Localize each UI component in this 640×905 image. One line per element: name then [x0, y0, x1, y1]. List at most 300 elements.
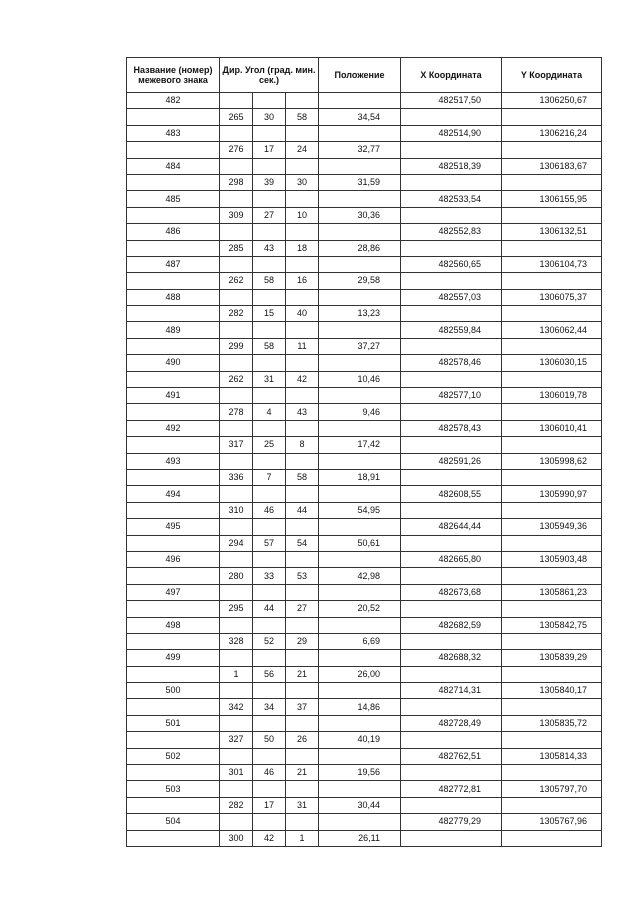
x-coordinate-cell [401, 797, 502, 813]
y-coordinate-cell: 1306010,41 [502, 420, 602, 436]
angle-degrees-cell [220, 289, 253, 305]
distance-cell [319, 584, 401, 600]
mark-row [127, 256, 602, 272]
mark-name-cell [127, 306, 220, 322]
angle-seconds-cell: 42 [286, 371, 319, 387]
angle-seconds-cell [286, 814, 319, 830]
y-coordinate-cell [502, 699, 602, 715]
angle-seconds-cell: 21 [286, 666, 319, 682]
distance-cell [319, 322, 401, 338]
angle-minutes-cell [253, 191, 286, 207]
mark-row [127, 420, 602, 436]
segment-row [127, 404, 602, 420]
y-coordinate-cell: 1306030,15 [502, 355, 602, 371]
segment-row [127, 535, 602, 551]
x-coordinate-cell [401, 437, 502, 453]
x-coordinate-cell: 482533,54 [401, 191, 502, 207]
y-coordinate-cell [502, 633, 602, 649]
segment-row [127, 109, 602, 125]
y-coordinate-cell: 1306250,67 [502, 93, 602, 109]
x-coordinate-cell [401, 109, 502, 125]
y-coordinate-cell: 1306062,44 [502, 322, 602, 338]
distance-cell: 30,36 [319, 207, 401, 223]
angle-degrees-cell: 294 [220, 535, 253, 551]
angle-degrees-cell [220, 584, 253, 600]
y-coordinate-cell: 1305835,72 [502, 715, 602, 731]
angle-degrees-cell: 262 [220, 371, 253, 387]
segment-row [127, 502, 602, 518]
mark-name-cell [127, 240, 220, 256]
angle-seconds-cell [286, 584, 319, 600]
x-coordinate-cell [401, 535, 502, 551]
distance-cell [319, 420, 401, 436]
angle-degrees-cell [220, 93, 253, 109]
mark-row [127, 551, 602, 567]
angle-seconds-cell: 11 [286, 338, 319, 354]
angle-degrees-cell [220, 617, 253, 633]
angle-seconds-cell [286, 256, 319, 272]
y-coordinate-cell: 1305814,33 [502, 748, 602, 764]
x-coordinate-cell: 482518,39 [401, 158, 502, 174]
angle-seconds-cell [286, 93, 319, 109]
angle-minutes-cell: 15 [253, 306, 286, 322]
angle-seconds-cell [286, 748, 319, 764]
distance-cell [319, 256, 401, 272]
distance-cell [319, 814, 401, 830]
angle-degrees-cell: 300 [220, 830, 253, 846]
angle-minutes-cell [253, 420, 286, 436]
mark-name-cell: 492 [127, 420, 220, 436]
segment-row [127, 666, 602, 682]
y-coordinate-cell [502, 338, 602, 354]
y-coordinate-cell: 1306132,51 [502, 224, 602, 240]
mark-name-cell: 493 [127, 453, 220, 469]
y-coordinate-cell [502, 437, 602, 453]
distance-cell: 30,44 [319, 797, 401, 813]
angle-degrees-cell: 310 [220, 502, 253, 518]
mark-name-cell [127, 601, 220, 617]
angle-minutes-cell [253, 519, 286, 535]
mark-name-cell [127, 830, 220, 846]
distance-cell: 14,86 [319, 699, 401, 715]
x-coordinate-cell: 482714,31 [401, 683, 502, 699]
x-coordinate-cell: 482644,44 [401, 519, 502, 535]
angle-degrees-cell: 282 [220, 797, 253, 813]
angle-degrees-cell [220, 453, 253, 469]
y-coordinate-cell: 1306155,95 [502, 191, 602, 207]
distance-cell [319, 683, 401, 699]
segment-row [127, 207, 602, 223]
angle-minutes-cell [253, 617, 286, 633]
segment-row [127, 174, 602, 190]
segment-row [127, 568, 602, 584]
angle-minutes-cell: 30 [253, 109, 286, 125]
angle-degrees-cell: 285 [220, 240, 253, 256]
angle-minutes-cell [253, 125, 286, 141]
angle-seconds-cell [286, 617, 319, 633]
angle-degrees-cell [220, 125, 253, 141]
x-coordinate-cell: 482682,59 [401, 617, 502, 633]
x-coordinate-cell [401, 338, 502, 354]
distance-cell: 26,00 [319, 666, 401, 682]
angle-minutes-cell [253, 388, 286, 404]
x-coordinate-cell [401, 404, 502, 420]
x-coordinate-cell [401, 469, 502, 485]
distance-cell: 19,56 [319, 765, 401, 781]
distance-cell: 10,46 [319, 371, 401, 387]
x-coordinate-cell [401, 666, 502, 682]
angle-seconds-cell [286, 519, 319, 535]
mark-name-cell: 487 [127, 256, 220, 272]
x-coordinate-cell [401, 732, 502, 748]
mark-row [127, 715, 602, 731]
angle-degrees-cell [220, 814, 253, 830]
segment-row [127, 633, 602, 649]
mark-name-cell: 494 [127, 486, 220, 502]
y-coordinate-cell: 1305990,97 [502, 486, 602, 502]
angle-seconds-cell [286, 191, 319, 207]
y-coordinate-cell [502, 273, 602, 289]
distance-cell: 34,54 [319, 109, 401, 125]
x-coordinate-cell: 482608,55 [401, 486, 502, 502]
segment-row [127, 830, 602, 846]
mark-row [127, 519, 602, 535]
y-coordinate-cell [502, 601, 602, 617]
angle-minutes-cell [253, 715, 286, 731]
mark-row [127, 355, 602, 371]
angle-seconds-cell: 54 [286, 535, 319, 551]
mark-row [127, 814, 602, 830]
y-coordinate-cell [502, 240, 602, 256]
segment-row [127, 306, 602, 322]
mark-name-cell [127, 765, 220, 781]
angle-minutes-cell [253, 584, 286, 600]
segment-row [127, 469, 602, 485]
angle-seconds-cell: 18 [286, 240, 319, 256]
x-coordinate-cell: 482665,80 [401, 551, 502, 567]
distance-cell [319, 715, 401, 731]
angle-degrees-cell: 301 [220, 765, 253, 781]
x-coordinate-cell [401, 306, 502, 322]
distance-cell: 37,27 [319, 338, 401, 354]
angle-degrees-cell: 336 [220, 469, 253, 485]
angle-minutes-cell: 25 [253, 437, 286, 453]
y-coordinate-cell [502, 371, 602, 387]
angle-degrees-cell [220, 715, 253, 731]
x-coordinate-cell [401, 699, 502, 715]
angle-degrees-cell [220, 158, 253, 174]
y-coordinate-cell: 1305797,70 [502, 781, 602, 797]
angle-minutes-cell [253, 683, 286, 699]
y-coordinate-cell [502, 666, 602, 682]
segment-row [127, 142, 602, 158]
x-coordinate-cell [401, 142, 502, 158]
angle-seconds-cell [286, 322, 319, 338]
angle-minutes-cell [253, 256, 286, 272]
mark-row [127, 125, 602, 141]
segment-row [127, 699, 602, 715]
header-x-coordinate: X Координата [401, 58, 502, 93]
angle-minutes-cell: 46 [253, 765, 286, 781]
distance-cell [319, 388, 401, 404]
mark-name-cell [127, 502, 220, 518]
x-coordinate-cell [401, 601, 502, 617]
mark-name-cell [127, 732, 220, 748]
angle-degrees-cell: 280 [220, 568, 253, 584]
angle-minutes-cell [253, 224, 286, 240]
angle-seconds-cell [286, 683, 319, 699]
angle-minutes-cell: 52 [253, 633, 286, 649]
x-coordinate-cell: 482514,90 [401, 125, 502, 141]
angle-minutes-cell [253, 748, 286, 764]
y-coordinate-cell [502, 469, 602, 485]
mark-row [127, 191, 602, 207]
distance-cell [319, 453, 401, 469]
distance-cell: 20,52 [319, 601, 401, 617]
angle-seconds-cell [286, 158, 319, 174]
mark-name-cell [127, 207, 220, 223]
distance-cell [319, 93, 401, 109]
x-coordinate-cell: 482577,10 [401, 388, 502, 404]
angle-degrees-cell: 278 [220, 404, 253, 420]
mark-name-cell: 482 [127, 93, 220, 109]
x-coordinate-cell [401, 633, 502, 649]
distance-cell: 31,59 [319, 174, 401, 190]
y-coordinate-cell: 1305842,75 [502, 617, 602, 633]
mark-row [127, 93, 602, 109]
mark-row [127, 748, 602, 764]
mark-name-cell [127, 469, 220, 485]
angle-degrees-cell: 276 [220, 142, 253, 158]
angle-seconds-cell [286, 388, 319, 404]
segment-row [127, 797, 602, 813]
angle-degrees-cell [220, 420, 253, 436]
header-mark-name: Название (номер) межевого знака [127, 58, 220, 93]
angle-minutes-cell: 58 [253, 338, 286, 354]
angle-seconds-cell: 44 [286, 502, 319, 518]
distance-cell: 54,95 [319, 502, 401, 518]
mark-name-cell [127, 371, 220, 387]
angle-degrees-cell: 317 [220, 437, 253, 453]
distance-cell [319, 191, 401, 207]
angle-seconds-cell [286, 650, 319, 666]
angle-minutes-cell [253, 355, 286, 371]
x-coordinate-cell: 482762,51 [401, 748, 502, 764]
angle-seconds-cell: 8 [286, 437, 319, 453]
mark-name-cell [127, 699, 220, 715]
mark-name-cell [127, 404, 220, 420]
mark-name-cell: 499 [127, 650, 220, 666]
x-coordinate-cell: 482772,81 [401, 781, 502, 797]
y-coordinate-cell [502, 830, 602, 846]
angle-degrees-cell: 1 [220, 666, 253, 682]
angle-minutes-cell: 50 [253, 732, 286, 748]
angle-minutes-cell [253, 551, 286, 567]
mark-name-cell [127, 568, 220, 584]
y-coordinate-cell [502, 207, 602, 223]
segment-row [127, 371, 602, 387]
distance-cell [319, 519, 401, 535]
angle-minutes-cell [253, 781, 286, 797]
angle-seconds-cell: 37 [286, 699, 319, 715]
angle-minutes-cell: 58 [253, 273, 286, 289]
header-direction-angle: Дир. Угол (град. мин. сек.) [220, 58, 319, 93]
angle-minutes-cell: 57 [253, 535, 286, 551]
distance-cell: 18,91 [319, 469, 401, 485]
angle-degrees-cell [220, 191, 253, 207]
mark-name-cell: 491 [127, 388, 220, 404]
distance-cell: 13,23 [319, 306, 401, 322]
distance-cell [319, 125, 401, 141]
angle-degrees-cell: 262 [220, 273, 253, 289]
angle-minutes-cell: 27 [253, 207, 286, 223]
x-coordinate-cell: 482578,46 [401, 355, 502, 371]
angle-seconds-cell: 29 [286, 633, 319, 649]
angle-minutes-cell: 33 [253, 568, 286, 584]
angle-degrees-cell [220, 355, 253, 371]
y-coordinate-cell: 1306075,37 [502, 289, 602, 305]
angle-degrees-cell [220, 683, 253, 699]
distance-cell [319, 355, 401, 371]
angle-seconds-cell: 21 [286, 765, 319, 781]
angle-minutes-cell [253, 322, 286, 338]
mark-name-cell: 484 [127, 158, 220, 174]
header-distance: Положение [319, 58, 401, 93]
angle-degrees-cell [220, 486, 253, 502]
angle-minutes-cell [253, 650, 286, 666]
x-coordinate-cell: 482673,68 [401, 584, 502, 600]
y-coordinate-cell [502, 109, 602, 125]
mark-name-cell: 488 [127, 289, 220, 305]
distance-cell [319, 486, 401, 502]
mark-name-cell [127, 437, 220, 453]
y-coordinate-cell: 1306183,67 [502, 158, 602, 174]
x-coordinate-cell: 482728,49 [401, 715, 502, 731]
distance-cell [319, 224, 401, 240]
y-coordinate-cell [502, 797, 602, 813]
angle-degrees-cell [220, 650, 253, 666]
angle-seconds-cell: 24 [286, 142, 319, 158]
mark-name-cell: 496 [127, 551, 220, 567]
angle-seconds-cell: 1 [286, 830, 319, 846]
angle-degrees-cell: 309 [220, 207, 253, 223]
angle-degrees-cell: 295 [220, 601, 253, 617]
angle-seconds-cell [286, 486, 319, 502]
angle-degrees-cell: 299 [220, 338, 253, 354]
table-body [127, 93, 602, 847]
distance-cell: 50,61 [319, 535, 401, 551]
x-coordinate-cell: 482557,03 [401, 289, 502, 305]
distance-cell: 9,46 [319, 404, 401, 420]
angle-seconds-cell: 53 [286, 568, 319, 584]
angle-seconds-cell [286, 715, 319, 731]
angle-minutes-cell: 34 [253, 699, 286, 715]
distance-cell: 32,77 [319, 142, 401, 158]
angle-degrees-cell [220, 322, 253, 338]
angle-seconds-cell: 31 [286, 797, 319, 813]
angle-degrees-cell: 265 [220, 109, 253, 125]
table-header-row [127, 58, 602, 93]
mark-row [127, 781, 602, 797]
distance-cell: 6,69 [319, 633, 401, 649]
mark-name-cell [127, 535, 220, 551]
y-coordinate-cell [502, 142, 602, 158]
y-coordinate-cell: 1306104,73 [502, 256, 602, 272]
y-coordinate-cell: 1305839,29 [502, 650, 602, 666]
angle-seconds-cell [286, 289, 319, 305]
x-coordinate-cell [401, 765, 502, 781]
y-coordinate-cell: 1305767,96 [502, 814, 602, 830]
mark-name-cell: 504 [127, 814, 220, 830]
angle-seconds-cell [286, 355, 319, 371]
angle-minutes-cell [253, 289, 286, 305]
y-coordinate-cell: 1305840,17 [502, 683, 602, 699]
distance-cell [319, 617, 401, 633]
mark-name-cell [127, 797, 220, 813]
angle-seconds-cell: 26 [286, 732, 319, 748]
angle-degrees-cell [220, 224, 253, 240]
y-coordinate-cell [502, 732, 602, 748]
mark-name-cell: 497 [127, 584, 220, 600]
angle-seconds-cell: 30 [286, 174, 319, 190]
angle-minutes-cell: 43 [253, 240, 286, 256]
angle-minutes-cell: 56 [253, 666, 286, 682]
angle-minutes-cell: 17 [253, 142, 286, 158]
mark-name-cell: 500 [127, 683, 220, 699]
segment-row [127, 601, 602, 617]
angle-minutes-cell: 31 [253, 371, 286, 387]
mark-row [127, 322, 602, 338]
angle-degrees-cell [220, 781, 253, 797]
angle-seconds-cell [286, 453, 319, 469]
angle-minutes-cell: 46 [253, 502, 286, 518]
angle-degrees-cell [220, 388, 253, 404]
distance-cell: 28,86 [319, 240, 401, 256]
segment-row [127, 732, 602, 748]
distance-cell: 26,11 [319, 830, 401, 846]
angle-degrees-cell: 328 [220, 633, 253, 649]
x-coordinate-cell: 482688,32 [401, 650, 502, 666]
x-coordinate-cell: 482578,43 [401, 420, 502, 436]
angle-degrees-cell [220, 748, 253, 764]
angle-minutes-cell [253, 453, 286, 469]
mark-row [127, 650, 602, 666]
angle-minutes-cell: 4 [253, 404, 286, 420]
distance-cell [319, 551, 401, 567]
distance-cell [319, 650, 401, 666]
x-coordinate-cell: 482560,65 [401, 256, 502, 272]
y-coordinate-cell: 1306019,78 [502, 388, 602, 404]
mark-name-cell [127, 273, 220, 289]
angle-seconds-cell: 58 [286, 469, 319, 485]
y-coordinate-cell [502, 502, 602, 518]
mark-name-cell: 502 [127, 748, 220, 764]
angle-seconds-cell: 10 [286, 207, 319, 223]
angle-minutes-cell [253, 158, 286, 174]
y-coordinate-cell [502, 568, 602, 584]
x-coordinate-cell [401, 273, 502, 289]
x-coordinate-cell: 482552,83 [401, 224, 502, 240]
x-coordinate-cell: 482559,84 [401, 322, 502, 338]
angle-minutes-cell [253, 486, 286, 502]
x-coordinate-cell [401, 207, 502, 223]
x-coordinate-cell [401, 502, 502, 518]
angle-seconds-cell: 43 [286, 404, 319, 420]
distance-cell: 40,19 [319, 732, 401, 748]
angle-minutes-cell [253, 814, 286, 830]
mark-row [127, 453, 602, 469]
y-coordinate-cell [502, 306, 602, 322]
